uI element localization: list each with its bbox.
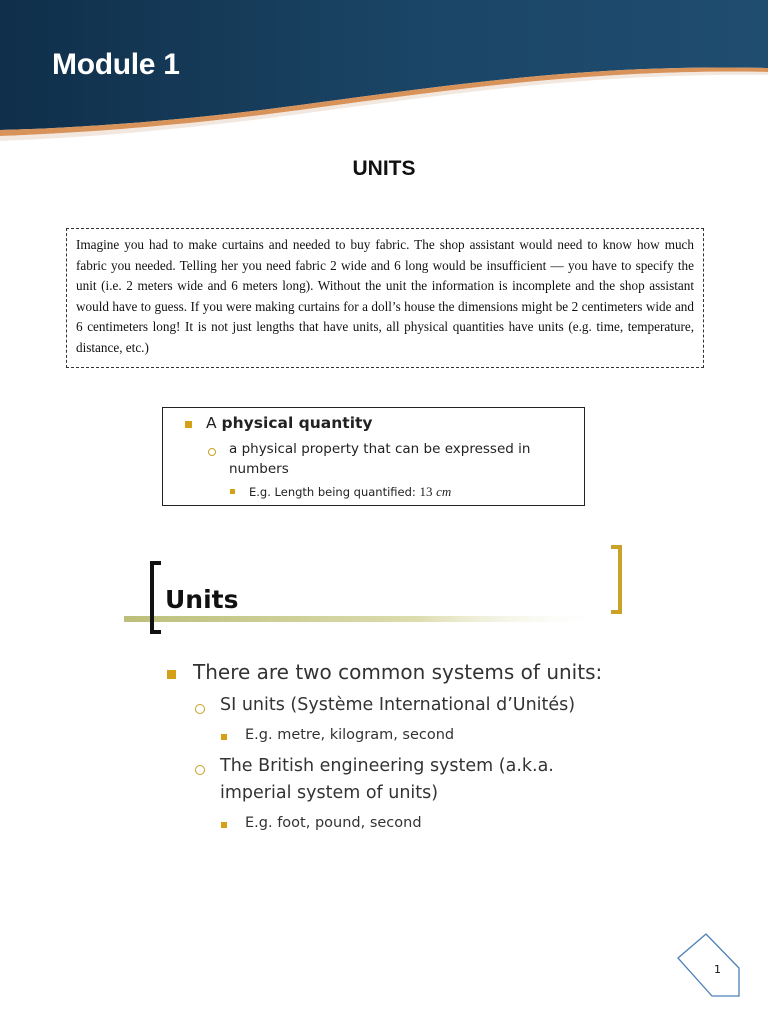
square-bullet-icon: [230, 489, 235, 494]
si-units-text: SI units (Système International d’Unités): [220, 695, 576, 715]
example-value: 13: [419, 484, 433, 499]
square-bullet-icon: [221, 822, 227, 828]
units-heading-decoration: [0, 540, 768, 640]
main-bullet-text: There are two common systems of units:: [193, 660, 603, 684]
circle-bullet-icon: [195, 765, 205, 775]
page-number-badge: [676, 932, 742, 998]
circle-bullet-icon: [208, 448, 216, 456]
british-line-2: imperial system of units): [220, 783, 439, 803]
intro-text-box: [66, 228, 704, 368]
module-title: Module 1: [52, 48, 180, 81]
definition-line-1: a physical property that can be expressed in: [229, 441, 531, 457]
example-label: E.g. Length being quantified:: [249, 485, 416, 499]
intro-paragraph: Imagine you had to make curtains and needed to buy fabric. The shop assistant would need to know how much fabric you needed. Telling her you need fabric 2 wide and 6 long would be insufficient — you have to specify the unit (i.e. 2 meters wide and 6 meters long). Without the unit the information is incomplete and the shop assistant would have to guess. If you were making curtains for a doll’s house the dimensions might be 2 centimeters wide and 6 centimeters long! It is not just lengths that have units, all physical quantities have units (e.g. time, temperature, distance, etc.): [76, 237, 694, 355]
square-bullet-icon: [167, 670, 176, 679]
units-heading: Units: [165, 585, 239, 614]
square-bullet-icon: [221, 734, 227, 740]
bullet-prefix: A: [206, 414, 217, 432]
units-slide: [0, 540, 768, 860]
british-line-1: The British engineering system (a.k.a.: [220, 756, 554, 776]
page-badge-icon: [676, 932, 742, 998]
page-title: UNITS: [352, 157, 416, 180]
bullet-bold-term: physical quantity: [221, 414, 373, 432]
si-example-text: E.g. metre, kilogram, second: [245, 727, 455, 743]
example-unit: cm: [436, 484, 452, 499]
page-number: 1: [714, 963, 721, 976]
physical-quantity-slide: [162, 407, 585, 506]
physical-quantity-bullet: [206, 414, 373, 432]
example-line: [249, 484, 451, 500]
circle-bullet-icon: [195, 704, 205, 714]
square-bullet-icon: [185, 421, 192, 428]
british-example-text: E.g. foot, pound, second: [245, 815, 422, 831]
definition-line-2: numbers: [229, 461, 289, 477]
